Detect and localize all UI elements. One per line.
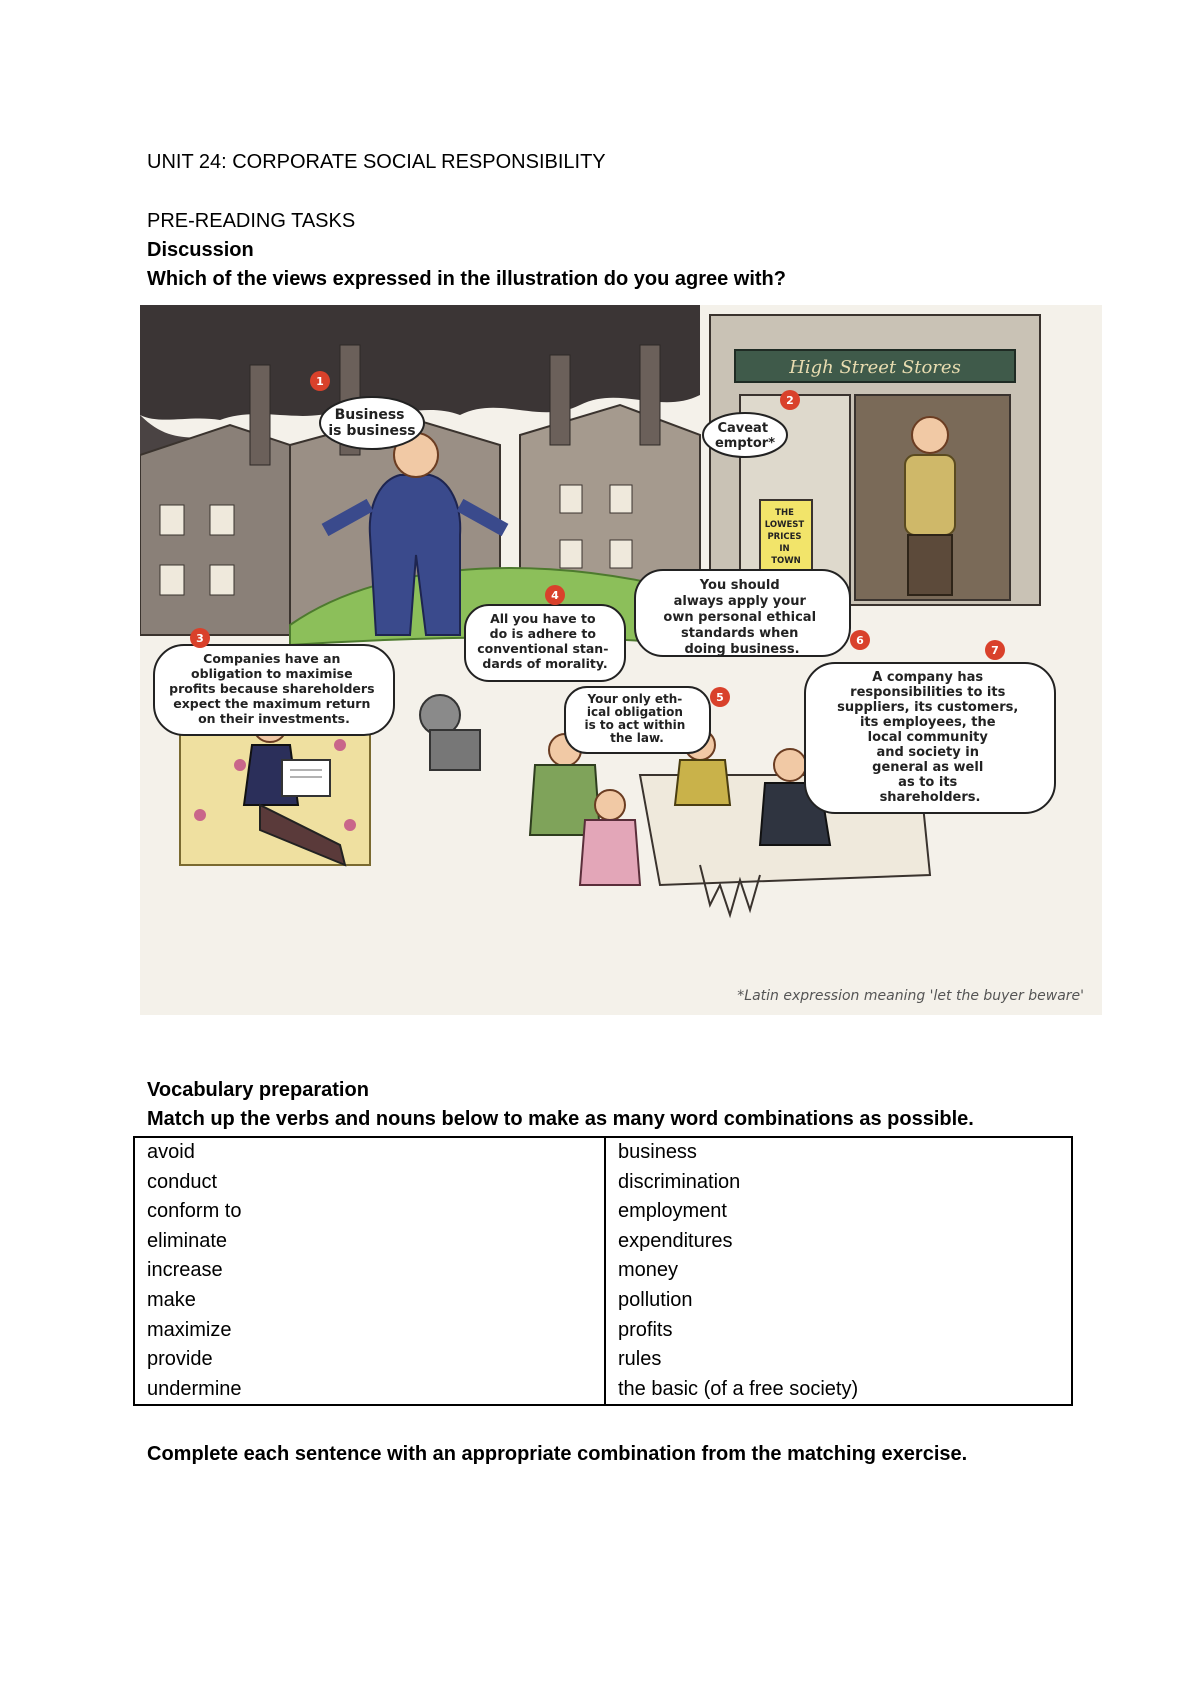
verb-item: eliminate bbox=[147, 1229, 228, 1252]
verb-item: maximize bbox=[147, 1318, 232, 1341]
speech-bubble-6 bbox=[635, 570, 870, 657]
illustration-footnote: *Latin expression meaning 'let the buyer beware' bbox=[737, 988, 1084, 1004]
discussion-question: Which of the views expressed in the illustration do you agree with? bbox=[147, 268, 786, 290]
poster-line: TOWN bbox=[771, 556, 801, 566]
poster-line: LOWEST bbox=[764, 520, 805, 530]
noun-item: money bbox=[618, 1259, 679, 1282]
verb-item: make bbox=[147, 1288, 196, 1311]
speech-bubble-5 bbox=[565, 687, 730, 753]
svg-text:1: 1 bbox=[316, 375, 324, 388]
discussion-heading: Discussion bbox=[147, 239, 254, 261]
speech-bubble-7 bbox=[805, 640, 1055, 813]
vocabulary-table bbox=[133, 1136, 1073, 1406]
shop-front bbox=[710, 315, 1040, 605]
section-title: PRE-READING TASKS bbox=[147, 210, 356, 232]
svg-text:A company has responsibi: A company has responsibilities to its suppliers, its customers, its employees, the local community and society in general as well as to its shareholders. bbox=[837, 670, 1019, 805]
completion-instruction: Complete each sentence with an appropriate combination from the matching exercise. bbox=[147, 1443, 968, 1465]
noun-item: business bbox=[618, 1141, 697, 1163]
noun-item: expenditures bbox=[618, 1229, 733, 1252]
noun-item: employment bbox=[618, 1200, 727, 1223]
unit-title: UNIT 24: CORPORATE SOCIAL RESPONSIBILITY bbox=[147, 151, 606, 173]
noun-item: profits bbox=[618, 1318, 673, 1341]
verb-item: conform to bbox=[147, 1200, 242, 1223]
vocabulary-heading: Vocabulary preparation bbox=[147, 1079, 369, 1101]
speech-bubble-3 bbox=[154, 628, 394, 735]
cartoon-illustration bbox=[140, 305, 1102, 1015]
noun-item: the basic (of a free society) bbox=[618, 1377, 859, 1400]
verb-item: provide bbox=[147, 1348, 213, 1371]
shop-sign-text: High Street Stores bbox=[789, 357, 961, 378]
poster-line: PRICES bbox=[767, 532, 802, 542]
verb-item: avoid bbox=[147, 1141, 195, 1163]
nouns-column bbox=[605, 1137, 1072, 1405]
verbs-column bbox=[134, 1137, 605, 1405]
verb-item: increase bbox=[147, 1259, 223, 1282]
poster-line: IN bbox=[779, 544, 790, 554]
noun-item: rules bbox=[618, 1348, 662, 1371]
svg-text:All you have to do is ad: All you have to do is adhere to conventional stan- dards of morality. bbox=[477, 611, 609, 671]
svg-text:3: 3 bbox=[196, 632, 204, 645]
svg-text:5: 5 bbox=[716, 691, 724, 704]
svg-text:6: 6 bbox=[856, 634, 864, 647]
svg-text:Caveat emptor*: Caveat emptor* bbox=[714, 421, 776, 451]
svg-text:Companies have an obliga: Companies have an obligation to maximise profits because shareholders expect the maximum return on their investments. bbox=[169, 651, 375, 726]
poster-line: THE bbox=[775, 508, 794, 518]
vocabulary-instruction: Match up the verbs and nouns below to make as many word combinations as possible. bbox=[147, 1108, 974, 1130]
svg-text:You should always apply: You should always apply your own personal ethical standards when doing business. bbox=[663, 578, 817, 657]
verb-item: undermine bbox=[147, 1377, 242, 1400]
verb-item: conduct bbox=[147, 1170, 218, 1193]
noun-item: discrimination bbox=[618, 1170, 741, 1193]
svg-text:7: 7 bbox=[991, 644, 999, 657]
svg-text:Your only eth- ical obli: Your only eth- ical obligation is to act within the law. bbox=[584, 692, 686, 745]
svg-text:2: 2 bbox=[786, 394, 794, 407]
svg-text:Business is business: Business is business bbox=[328, 407, 416, 439]
svg-text:4: 4 bbox=[551, 589, 559, 602]
noun-item: pollution bbox=[618, 1288, 693, 1311]
